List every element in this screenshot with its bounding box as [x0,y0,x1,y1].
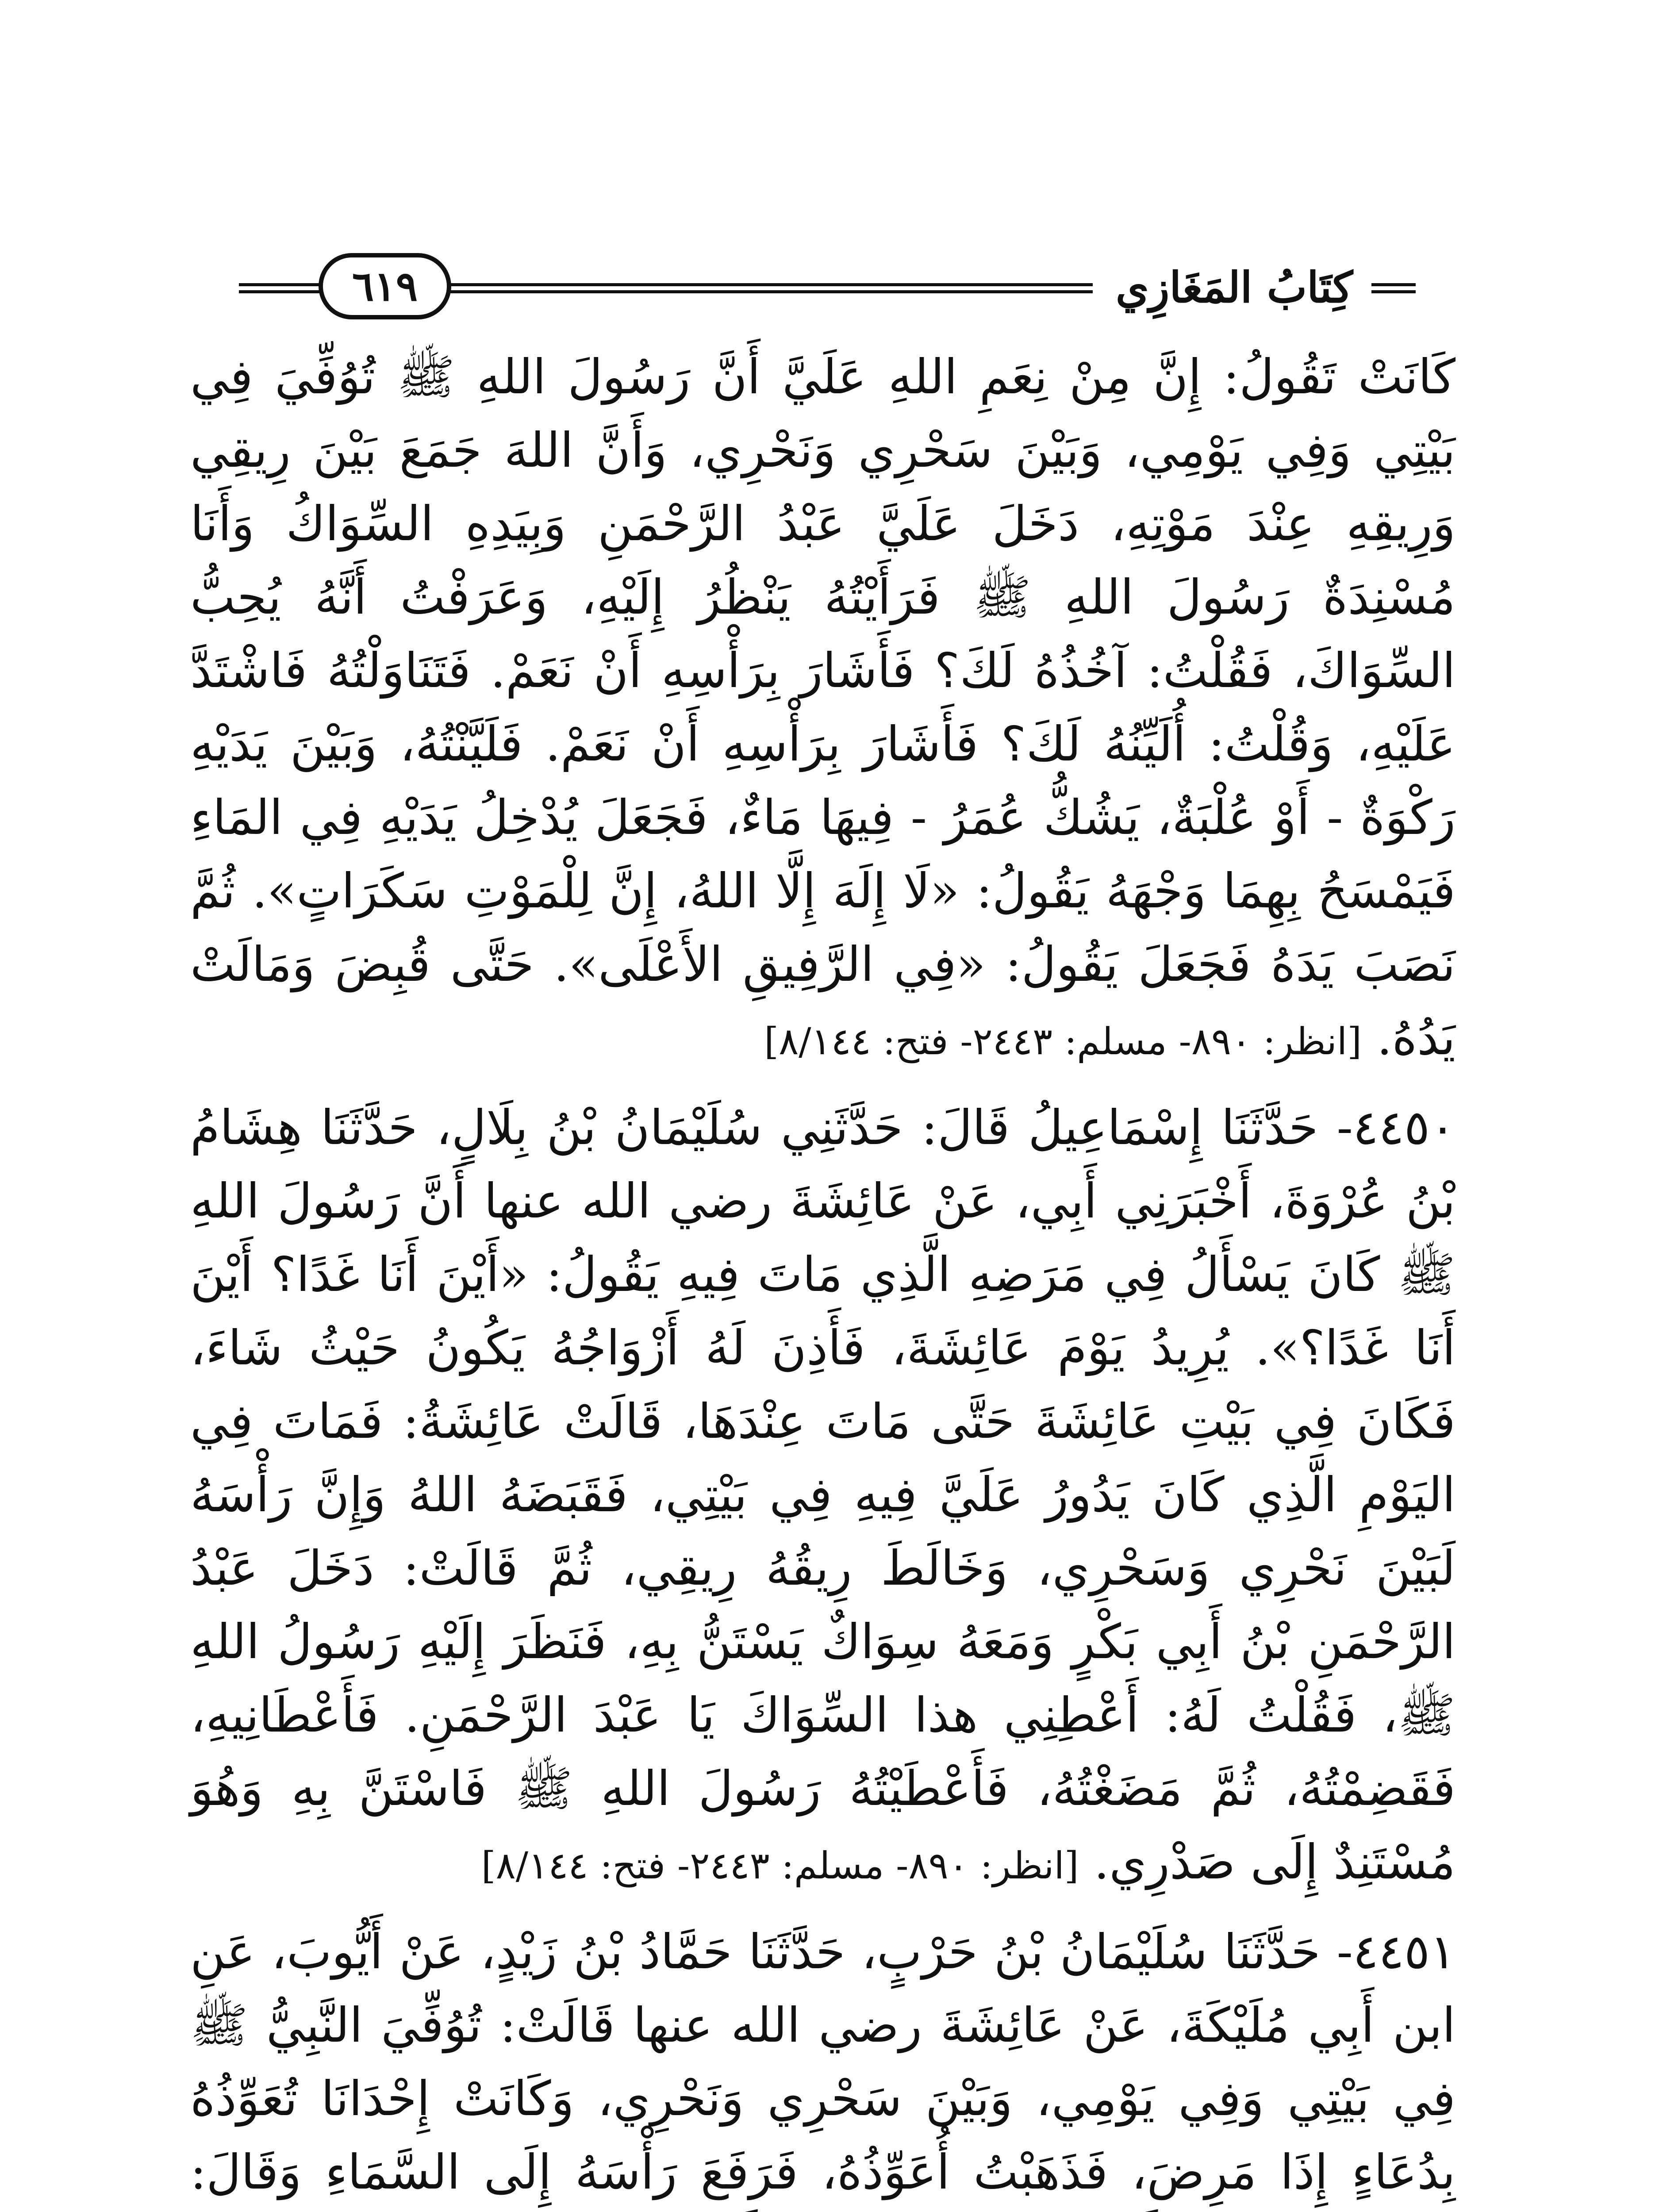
hadith-4450 [190,1091,1455,1902]
header-rule-middle [447,283,1093,293]
paragraph-text: حَدَّثَنَا سُلَيْمَانُ بْنُ حَرْبٍ، حَدَّثَنَا حَمَّادُ بْنُ زَيْدٍ، عَنْ أَيُّوبَ، عَنِ ابن أَبِي مُلَيْكَةَ، عَنْ عَائِشَةَ رضي الله عنها قَالَتْ: تُوُفِّيَ النَّبِيُّ ﷺ فِي بَيْتِي وَفِي يَوْمِي، وَبَيْنَ سَحْرِي وَنَحْرِي، وَكَانَتْ إِحْدَانَا تُعَوِّذُهُ بِدُعَاءٍ إِذَا مَرِضَ، فَذَهَبْتُ أُعَوِّذُهُ، فَرَفَعَ رَأْسَهُ إِلَى السَّمَاءِ وَقَالَ: [190,1924,1455,2200]
header-rule-right [1371,283,1416,293]
header-rule-left [239,283,323,293]
page-body [190,341,1455,2212]
cross-reference: [انظر: ٨٩٠- مسلم: ٢٤٤٣- فتح: ٨/١٤٤] [481,1844,1079,1887]
paragraph-continuation [190,341,1455,1078]
hadith-number: ٤٤٥١- [1336,1924,1455,1980]
cross-reference: [انظر: ٨٩٠- مسلم: ٢٤٤٣- فتح: ٨/١٤٤] [764,1020,1362,1063]
page-number-badge [319,253,451,319]
hadith-4451 [190,1916,1455,2212]
page-number: ٦١٩ [352,262,418,310]
hadith-number: ٤٤٥٠- [1336,1100,1455,1156]
paragraph-text: كَانَتْ تَقُولُ: إِنَّ مِنْ نِعَمِ اللهِ عَلَيَّ أَنَّ رَسُولَ اللهِ ﷺ تُوُفِّيَ فِي بَيْتِي وَفِي يَوْمِي، وَبَيْنَ سَحْرِي وَنَحْرِي، وَأَنَّ اللهَ جَمَعَ بَيْنَ رِيقِي وَرِيقِهِ عِنْدَ مَوْتِهِ، دَخَلَ عَلَيَّ عَبْدُ الرَّحْمَنِ وَبِيَدِهِ السِّوَاكُ وَأَنَا مُسْنِدَةٌ رَسُولَ اللهِ ﷺ فَرَأَيْتُهُ يَنْظُرُ إِلَيْهِ، وَعَرَفْتُ أَنَّهُ يُحِبُّ السِّوَاكَ، فَقُلْتُ: آخُذُهُ لَكَ؟ فَأَشَارَ بِرَأْسِهِ أَنْ نَعَمْ. فَتَنَاوَلْتُهُ فَاشْتَدَّ عَلَيْهِ، وَقُلْتُ: أُلَيِّنُهُ لَكَ؟ فَأَشَارَ بِرَأْسِهِ أَنْ نَعَمْ. فَلَيَّنْتُهُ، وَبَيْنَ يَدَيْهِ رَكْوَةٌ - أَوْ عُلْبَةٌ، يَشُكُّ عُمَرُ - فِيهَا مَاءٌ، فَجَعَلَ يُدْخِلُ يَدَيْهِ فِي المَاءِ فَيَمْسَحُ بِهِمَا وَجْهَهُ يَقُولُ: «لَا إِلَهَ إِلَّا اللهُ، إِنَّ لِلْمَوْتِ سَكَرَاتٍ». ثُمَّ نَصَبَ يَدَهُ فَجَعَلَ يَقُولُ: «فِي الرَّفِيقِ الأَعْلَى». حَتَّى قُبِضَ وَمَالَتْ يَدُهُ. [190,349,1455,1066]
running-header [239,248,1416,327]
book-title: كِتَابُ المَغَازِي [1115,262,1353,312]
paragraph-text: حَدَّثَنَا إِسْمَاعِيلُ قَالَ: حَدَّثَنِي سُلَيْمَانُ بْنُ بِلَالٍ، حَدَّثَنَا هِشَامُ بْنُ عُرْوَةَ، أَخْبَرَنِي أَبِي، عَنْ عَائِشَةَ رضي الله عنها أَنَّ رَسُولَ اللهِ ﷺ كَانَ يَسْأَلُ فِي مَرَضِهِ الَّذِي مَاتَ فِيهِ يَقُولُ: «أَيْنَ أَنَا غَدًا؟ أَيْنَ أَنَا غَدًا؟». يُرِيدُ يَوْمَ عَائِشَةَ، فَأَذِنَ لَهُ أَزْوَاجُهُ يَكُونُ حَيْثُ شَاءَ، فَكَانَ فِي بَيْتِ عَائِشَةَ حَتَّى مَاتَ عِنْدَهَا، قَالَتْ عَائِشَةُ: فَمَاتَ فِي اليَوْمِ الَّذِي كَانَ يَدُورُ عَلَيَّ فِيهِ فِي بَيْتِي، فَقَبَضَهُ اللهُ وَإِنَّ رَأْسَهُ لَبَيْنَ نَحْرِي وَسَحْرِي، وَخَالَطَ رِيقُهُ رِيقِي، ثُمَّ قَالَتْ: دَخَلَ عَبْدُ الرَّحْمَنِ بْنُ أَبِي بَكْرٍ وَمَعَهُ سِوَاكٌ يَسْتَنُّ بِهِ، فَنَظَرَ إِلَيْهِ رَسُولُ اللهِ ﷺ، فَقُلْتُ لَهُ: أَعْطِنِي هذا السِّوَاكَ يَا عَبْدَ الرَّحْمَنِ. فَأَعْطَانِيهِ، فَقَضِمْتُهُ، ثُمَّ مَضَغْتُهُ، فَأَعْطَيْتُهُ رَسُولَ اللهِ ﷺ فَاسْتَنَّ بِهِ وَهُوَ مُسْتَنِدٌ إِلَى صَدْرِي. [190,1100,1455,1890]
